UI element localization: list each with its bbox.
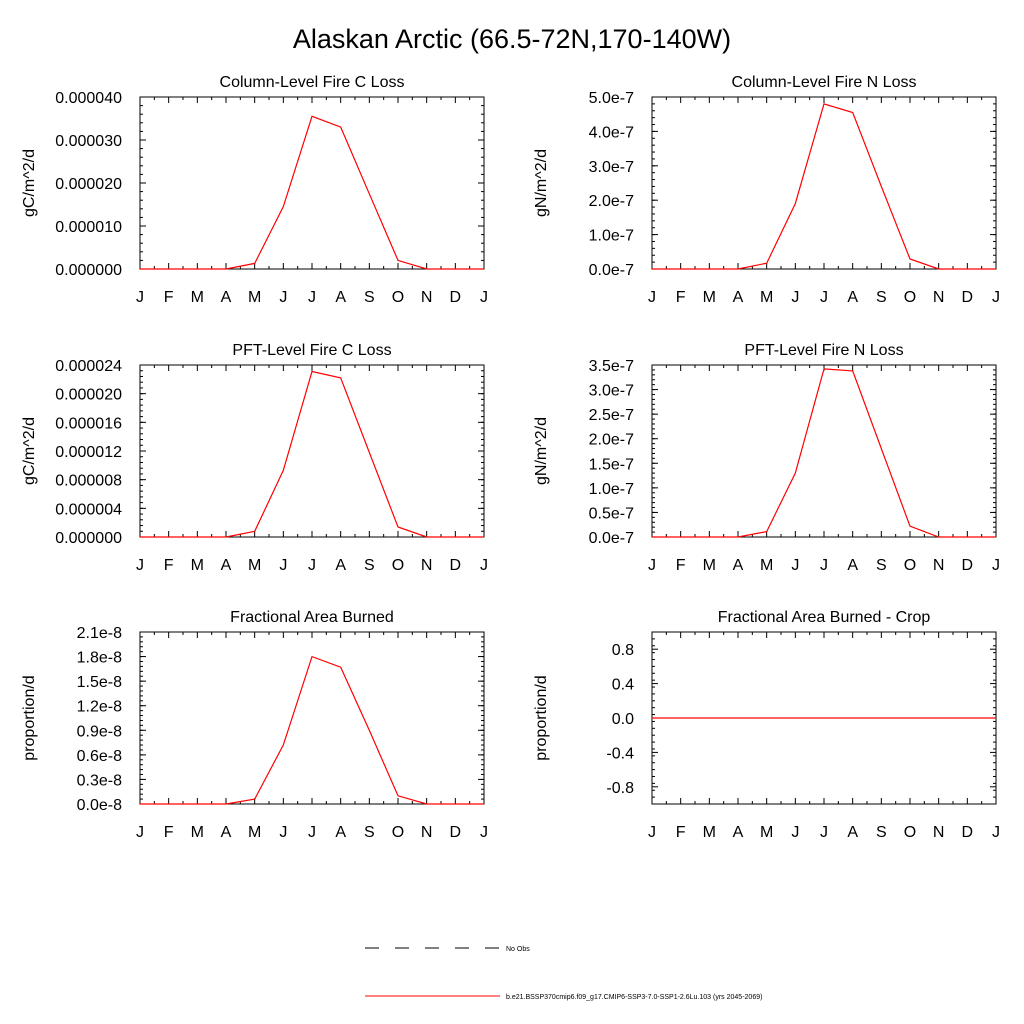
x-tick-label: J — [791, 824, 800, 841]
y-tick-label: 0.000000 — [55, 262, 122, 279]
y-tick-label: 0.000008 — [55, 472, 122, 490]
y-tick-label: 1.5e-8 — [76, 674, 122, 692]
chart-title: Fractional Area Burned - Crop — [717, 609, 931, 626]
plot-frame — [652, 97, 996, 269]
series-line — [652, 104, 996, 269]
x-tick-label: M — [248, 824, 262, 841]
legend-label-model: b.e21.BSSP370cmip6.f09_g17.CMIP6-SSP3-7.0-SSP1-2.6Lu.103 (yrs 2045-2069) — [506, 994, 763, 1001]
chart-title: PFT-Level Fire N Loss — [744, 342, 904, 359]
y-tick-label: 1.0e-7 — [588, 227, 634, 245]
x-tick-label: J — [308, 557, 316, 574]
y-axis-label: proportion/d — [21, 675, 38, 761]
x-tick-label: J — [136, 557, 144, 574]
x-tick-label: J — [820, 289, 828, 306]
y-axis-label: gN/m^2/d — [533, 149, 550, 217]
chart-panel-3 — [21, 342, 488, 574]
x-tick-label: J — [279, 289, 288, 306]
y-tick-label: 1.5e-7 — [588, 456, 634, 474]
y-tick-label: 1.0e-7 — [588, 480, 634, 498]
x-tick-label: S — [363, 557, 375, 574]
x-tick-label: D — [961, 557, 974, 574]
plot-frame — [652, 365, 996, 537]
x-tick-label: O — [391, 289, 405, 306]
x-tick-label: J — [480, 824, 488, 841]
y-tick-label: 2.1e-8 — [76, 625, 122, 642]
x-tick-label: N — [932, 824, 945, 841]
x-tick-label: M — [760, 289, 774, 306]
chart-title: PFT-Level Fire C Loss — [232, 342, 392, 359]
x-tick-label: M — [190, 289, 204, 306]
x-tick-label: M — [248, 289, 262, 306]
y-tick-label: 0.000016 — [55, 415, 122, 433]
x-tick-label: N — [420, 289, 433, 306]
x-tick-label: J — [820, 557, 828, 574]
chart-panel-4 — [533, 342, 1000, 574]
x-tick-label: A — [732, 289, 744, 306]
x-tick-label: D — [961, 824, 974, 841]
x-tick-label: M — [702, 289, 716, 306]
chart-panel-2 — [533, 74, 1000, 306]
x-tick-label: A — [847, 557, 859, 574]
x-tick-label: D — [449, 824, 462, 841]
y-tick-label: -0.4 — [606, 745, 634, 763]
chart-panel-1 — [21, 74, 488, 306]
y-tick-label: 0.0e-7 — [588, 530, 634, 547]
x-tick-label: S — [875, 824, 887, 841]
x-tick-label: A — [335, 557, 347, 574]
chart-panel-6 — [533, 609, 1000, 841]
x-tick-label: J — [648, 557, 656, 574]
y-axis-label: proportion/d — [533, 675, 550, 761]
x-tick-label: J — [992, 557, 1000, 574]
plot-frame — [140, 97, 484, 269]
x-tick-label: J — [279, 557, 288, 574]
series-line — [140, 372, 484, 538]
x-tick-label: S — [363, 824, 375, 841]
x-tick-label: J — [648, 289, 656, 306]
x-tick-label: J — [791, 289, 800, 306]
y-tick-label: 0.0e-8 — [76, 797, 122, 814]
x-tick-label: J — [308, 824, 316, 841]
x-tick-label: N — [420, 557, 433, 574]
y-tick-label: 0.9e-8 — [76, 723, 122, 741]
chart-title: Column-Level Fire N Loss — [731, 74, 917, 91]
x-tick-label: M — [190, 824, 204, 841]
x-tick-label: A — [220, 289, 232, 306]
x-tick-label: F — [163, 289, 174, 306]
y-tick-label: 0.000004 — [55, 501, 122, 519]
x-tick-label: N — [932, 557, 945, 574]
y-tick-label: 0.6e-8 — [76, 747, 122, 765]
x-tick-label: M — [760, 557, 774, 574]
x-tick-label: D — [449, 289, 462, 306]
x-tick-label: A — [847, 289, 859, 306]
x-tick-label: J — [480, 289, 488, 306]
series-line — [140, 116, 484, 269]
y-tick-label: 3.5e-7 — [588, 358, 634, 375]
x-tick-label: O — [391, 557, 405, 574]
x-tick-label: O — [903, 289, 917, 306]
x-tick-label: J — [648, 824, 656, 841]
y-tick-label: 2.0e-7 — [588, 193, 634, 211]
x-tick-label: J — [791, 557, 800, 574]
y-tick-label: 0.0e-7 — [588, 262, 634, 279]
x-tick-label: A — [335, 289, 347, 306]
y-tick-label: 0.4 — [611, 676, 634, 694]
y-tick-label: 5.0e-7 — [588, 90, 634, 107]
x-tick-label: J — [308, 289, 316, 306]
x-tick-label: D — [961, 289, 974, 306]
y-tick-label: 0.000030 — [55, 133, 122, 150]
y-tick-label: 1.8e-8 — [76, 649, 122, 667]
chart-title: Column-Level Fire C Loss — [219, 74, 405, 91]
y-tick-label: 3.0e-7 — [588, 158, 634, 176]
x-tick-label: J — [136, 824, 144, 841]
x-tick-label: F — [675, 824, 686, 841]
x-tick-label: A — [732, 557, 744, 574]
y-tick-label: -0.8 — [606, 779, 634, 797]
x-tick-label: M — [760, 824, 774, 841]
y-tick-label: 0.8 — [611, 642, 634, 660]
x-tick-label: A — [732, 824, 744, 841]
y-axis-label: gC/m^2/d — [21, 417, 38, 485]
x-tick-label: M — [702, 824, 716, 841]
page-title: Alaskan Arctic (66.5-72N,170-140W) — [292, 24, 732, 54]
x-tick-label: A — [220, 557, 232, 574]
legend — [365, 946, 762, 1001]
y-tick-label: 2.5e-7 — [588, 407, 634, 425]
y-tick-label: 0.000000 — [55, 530, 122, 547]
x-tick-label: A — [220, 824, 232, 841]
x-tick-label: O — [391, 824, 405, 841]
y-tick-label: 3.0e-7 — [588, 382, 634, 400]
x-tick-label: M — [248, 557, 262, 574]
x-tick-label: A — [335, 824, 347, 841]
legend-label-no-obs: No Obs — [506, 946, 530, 953]
x-tick-label: S — [363, 289, 375, 306]
series-line — [140, 657, 484, 804]
x-tick-label: D — [449, 557, 462, 574]
x-tick-label: J — [992, 289, 1000, 306]
x-tick-label: S — [875, 289, 887, 306]
x-tick-label: A — [847, 824, 859, 841]
y-tick-label: 0.000020 — [55, 386, 122, 404]
y-tick-label: 0.000010 — [55, 219, 122, 236]
y-tick-label: 4.0e-7 — [588, 124, 634, 142]
x-tick-label: S — [875, 557, 887, 574]
x-tick-label: F — [163, 557, 174, 574]
y-tick-label: 0.3e-8 — [76, 772, 122, 790]
series-line — [652, 369, 996, 537]
x-tick-label: J — [480, 557, 488, 574]
x-tick-label: J — [992, 824, 1000, 841]
x-tick-label: J — [820, 824, 828, 841]
x-tick-label: N — [932, 289, 945, 306]
chart-title: Fractional Area Burned — [230, 609, 394, 626]
y-axis-label: gC/m^2/d — [21, 149, 38, 217]
x-tick-label: M — [702, 557, 716, 574]
y-tick-label: 0.0 — [611, 711, 634, 728]
plot-frame — [140, 365, 484, 537]
x-tick-label: J — [279, 824, 288, 841]
y-tick-label: 1.2e-8 — [76, 698, 122, 716]
y-tick-label: 0.000040 — [55, 90, 122, 107]
x-tick-label: M — [190, 557, 204, 574]
y-tick-label: 0.000012 — [55, 444, 122, 461]
y-tick-label: 0.5e-7 — [588, 505, 634, 523]
y-tick-label: 0.000020 — [55, 176, 122, 193]
x-tick-label: O — [903, 557, 917, 574]
x-tick-label: F — [675, 557, 686, 574]
y-axis-label: gN/m^2/d — [533, 417, 550, 485]
x-tick-label: F — [675, 289, 686, 306]
x-tick-label: J — [136, 289, 144, 306]
x-tick-label: F — [163, 824, 174, 841]
x-tick-label: N — [420, 824, 433, 841]
chart-panel-5 — [21, 609, 488, 841]
y-tick-label: 0.000024 — [55, 358, 122, 375]
y-tick-label: 2.0e-7 — [588, 431, 634, 449]
x-tick-label: O — [903, 824, 917, 841]
